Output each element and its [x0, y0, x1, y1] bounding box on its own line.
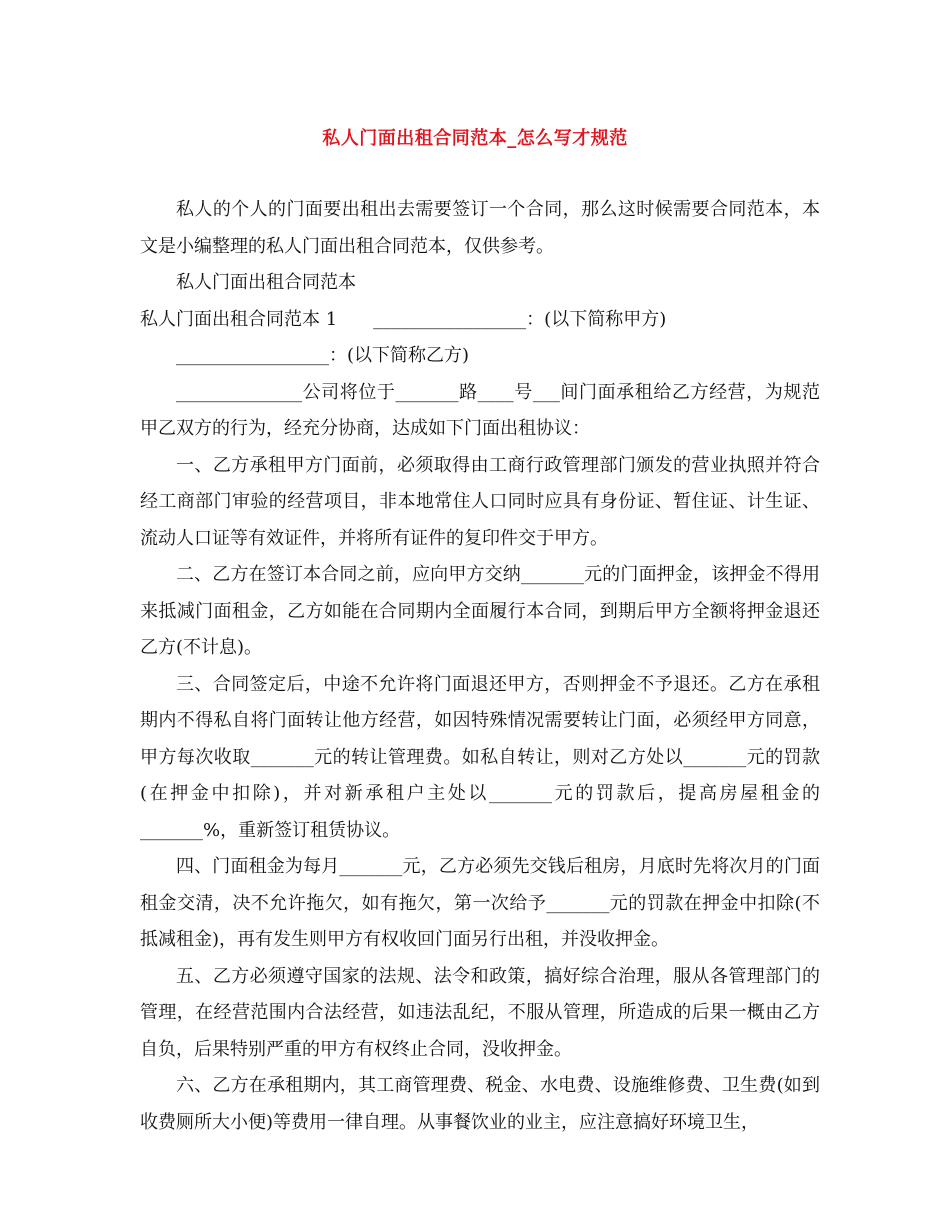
clause-1: 一、乙方承租甲方门面前，必须取得由工商行政管理部门颁发的营业执照并符合经工商部门审验的经营项目，非本地常住人口同时应具有身份证、暂住证、计生证、流动人口证等有效证件，并将所有证件的复印件交于甲方。 — [140, 454, 820, 549]
clause-4: 四、门面租金为每月_______元，乙方必须先交钱后租房，月底时先将次月的门面租金交清，决不允许拖欠，如有拖欠，第一次给予_______元的罚款在押金中扣除(不抵减租金)，再有发生则甲方有权收回门面另行出租，并没收押金。 — [140, 856, 820, 950]
document-body — [140, 192, 820, 1141]
paragraph-party-b: _________________：(以下简称乙方) — [176, 345, 470, 366]
clause-5: 五、乙方必须遵守国家的法规、法令和政策，搞好综合治理，服从各管理部门的管理，在经营范围内合法经营，如违法乱纪，不服从管理，所造成的后果一概由乙方自负，后果特别严重的甲方有权终止合同，没收押金。 — [140, 965, 820, 1060]
clause-6: 六、乙方在承租期内，其工商管理费、税金、水电费、设施维修费、卫生费(如到收费厕所大小便)等费用一律自理。从事餐饮业的业主，应注意搞好环境卫生， — [140, 1075, 820, 1133]
paragraph-subheading: 私人门面出租合同范本 — [176, 272, 356, 293]
clause-3: 三、合同签定后，中途不允许将门面退还甲方，否则押金不予退还。乙方在承租期内不得私自将门面转让他方经营，如因特殊情况需要转让门面，必须经甲方同意，甲方每次收取_______元的转让管理费。如私自转让，则对乙方处以_______元的罚款(在押金中扣除)，并对新承租户主处以_______元的罚款后，提高房屋租金的_______%，重新签订租赁协议。 — [140, 673, 820, 841]
paragraph-intro: 私人的个人的门面要出租出去需要签订一个合同，那么这时候需要合同范本，本文是小编整理的私人门面出租合同范本，仅供参考。 — [140, 199, 820, 257]
document-title: 私人门面出租合同范本_怎么写才规范 — [322, 128, 628, 149]
paragraph-preamble: ______________公司将位于_______路____号___间门面承租给乙方经营，为规范甲乙双方的行为，经充分协商，达成如下门面出租协议： — [140, 381, 820, 439]
clause-2: 二、乙方在签订本合同之前，应向甲方交纳_______元的门面押金，该押金不得用来抵减门面租金，乙方如能在合同期内全面履行本合同，到期后甲方全额将押金退还乙方(不计息)。 — [140, 564, 820, 658]
paragraph-party-a: 私人门面出租合同范本 1 _________________：(以下简称甲方) — [140, 308, 667, 330]
